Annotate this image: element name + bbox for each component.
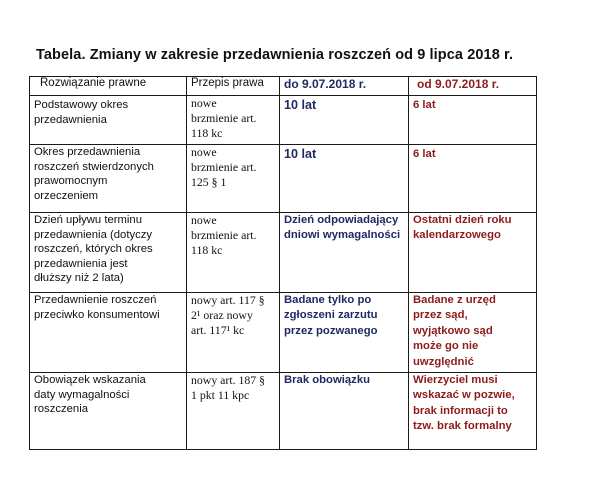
cell-solution: Podstawowy okres przedawnienia [34, 99, 129, 126]
cell-provision: nowy art. 117 § 2¹ oraz nowy art. 117¹ kc [191, 293, 265, 338]
cell-provision: nowy art. 187 § 1 pkt 11 kpc [191, 373, 266, 403]
cell-after: Ostatni dzień roku kalendarzowego [413, 214, 512, 242]
cell-before: Brak obowiązku [284, 374, 371, 386]
header-provision: Przepis prawa [187, 77, 280, 96]
cell-solution: Okres przedawnienia roszczeń stwierdzonych prawomocnym orzeczeniem [34, 146, 154, 202]
cell-provision: nowe brzmienie art. 118 kc [191, 96, 257, 141]
table-row [30, 293, 537, 373]
table-row [30, 96, 537, 145]
cell-before: 10 lat [284, 147, 317, 161]
cell-solution: Dzień upływu terminu przedawnienia (dotyczy roszczeń, których okres przedawnienia jest dłuższy niż 2 lata) [34, 214, 153, 285]
header-before-date: do 9.07.2018 r. [280, 77, 409, 96]
cell-before: Badane tylko po zgłoszeni zarzutu przez pozwanego [284, 294, 378, 337]
cell-before: 10 lat [284, 98, 317, 112]
cell-after: 6 lat [413, 148, 436, 160]
cell-provision: nowe brzmienie art. 118 kc [191, 213, 257, 258]
limitation-changes-table [29, 76, 537, 450]
table-row [30, 373, 537, 450]
cell-after: Badane z urzęd przez sąd, wyjątkowo sąd może go nie uwzględnić [413, 294, 496, 368]
cell-after: Wierzyciel musi wskazać w pozwie, brak informacji to tzw. brak formalny [413, 374, 515, 433]
cell-after: 6 lat [413, 99, 436, 111]
table-title: Tabela. Zmiany w zakresie przedawnienia roszczeń od 9 lipca 2018 r. [36, 47, 514, 63]
cell-provision: nowe brzmienie art. 125 § 1 [191, 145, 257, 190]
table-row [30, 213, 537, 293]
header-after-date: od 9.07.2018 r. [409, 77, 537, 96]
header-row [30, 77, 537, 96]
cell-solution: Przedawnienie roszczeń przeciwko konsumentowi [34, 294, 160, 321]
cell-before: Dzień odpowiadający dniowi wymagalności [284, 214, 401, 242]
table-row [30, 145, 537, 213]
cell-solution: Obowiązek wskazania daty wymagalności roszczenia [34, 374, 146, 416]
header-solution: Rozwiązanie prawne [30, 77, 187, 96]
